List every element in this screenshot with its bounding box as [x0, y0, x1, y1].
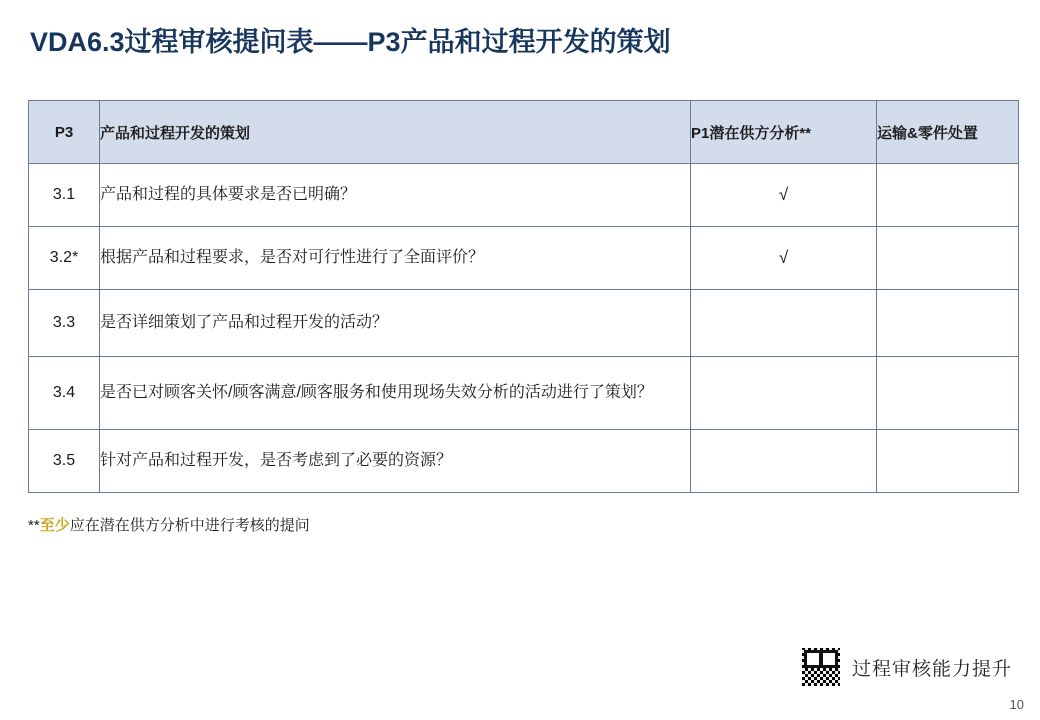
qr-code-icon: [800, 646, 842, 688]
row-id: 3.4: [29, 357, 100, 430]
footnote-rest: 应在潜在供方分析中进行考核的提问: [69, 517, 310, 534]
header-id: P3: [29, 101, 100, 164]
footnote-highlight: 至少: [39, 517, 70, 534]
page-number: 10: [1009, 697, 1024, 712]
row-p1-mark: [691, 357, 877, 430]
header-question: 产品和过程开发的策划: [100, 101, 691, 164]
table-row: [29, 430, 1019, 493]
watermark-caption: 过程审核能力提升: [851, 658, 1012, 680]
row-id: 3.3: [29, 290, 100, 357]
row-transport-mark: [877, 357, 1019, 430]
question-table: [28, 100, 1019, 493]
table-row: [29, 290, 1019, 357]
row-id: 3.2*: [29, 227, 100, 290]
row-id: 3.5: [29, 430, 100, 493]
footnote: [28, 514, 310, 535]
footnote-prefix: **: [28, 517, 40, 534]
row-p1-mark: √: [691, 227, 877, 290]
row-id: 3.1: [29, 164, 100, 227]
header-p1-analysis: P1潜在供方分析**: [691, 101, 877, 164]
watermark: [800, 646, 1012, 688]
row-question: 是否详细策划了产品和过程开发的活动？: [100, 290, 691, 357]
page-title: VDA6.3过程审核提问表——P3产品和过程开发的策划: [30, 27, 671, 57]
row-question: 产品和过程的具体要求是否已明确？: [100, 164, 691, 227]
row-transport-mark: [877, 227, 1019, 290]
row-p1-mark: √: [691, 164, 877, 227]
table-header-row: [29, 101, 1019, 164]
row-question: 是否已对顾客关怀/顾客满意/顾客服务和使用现场失效分析的活动进行了策划？: [100, 357, 691, 430]
row-transport-mark: [877, 290, 1019, 357]
row-transport-mark: [877, 430, 1019, 493]
row-question: 针对产品和过程开发，是否考虑到了必要的资源？: [100, 430, 691, 493]
table-row: [29, 164, 1019, 227]
question-table-container: [28, 100, 1016, 493]
row-p1-mark: [691, 290, 877, 357]
table-row: [29, 357, 1019, 430]
table-row: [29, 227, 1019, 290]
header-transport: 运输&零件处置: [877, 101, 1019, 164]
row-p1-mark: [691, 430, 877, 493]
table-header: [29, 101, 1019, 164]
row-question: 根据产品和过程要求，是否对可行性进行了全面评价？: [100, 227, 691, 290]
row-transport-mark: [877, 164, 1019, 227]
table-body: [29, 164, 1019, 493]
